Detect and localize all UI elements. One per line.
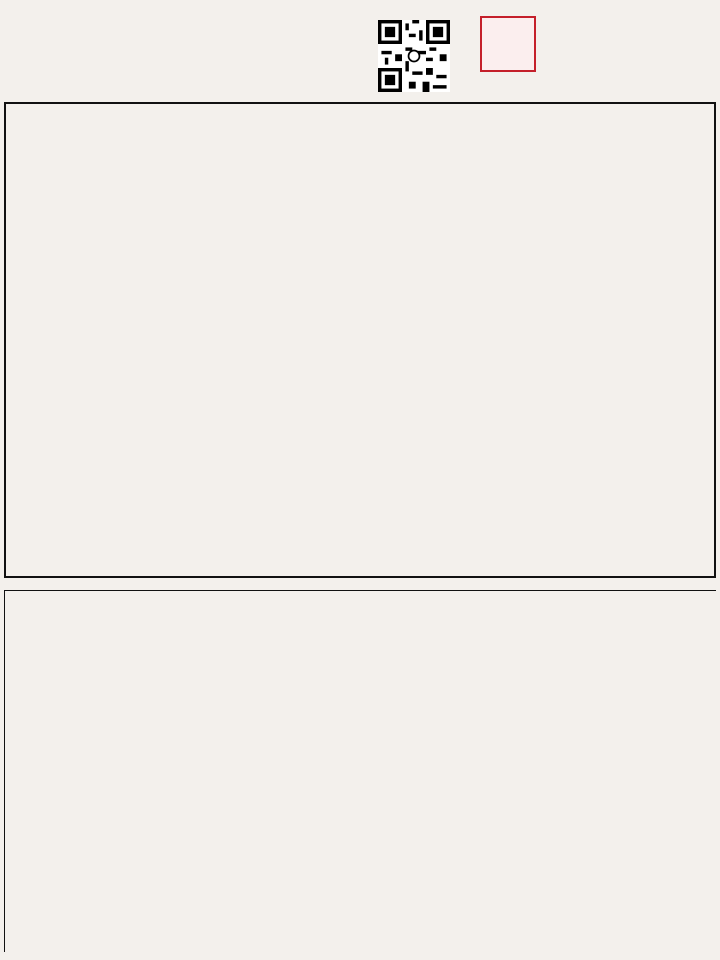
logo-seal-icon <box>480 16 536 72</box>
main-chart-grid <box>4 102 716 578</box>
qr-code-icon <box>378 20 450 92</box>
yearly-table <box>4 590 716 952</box>
